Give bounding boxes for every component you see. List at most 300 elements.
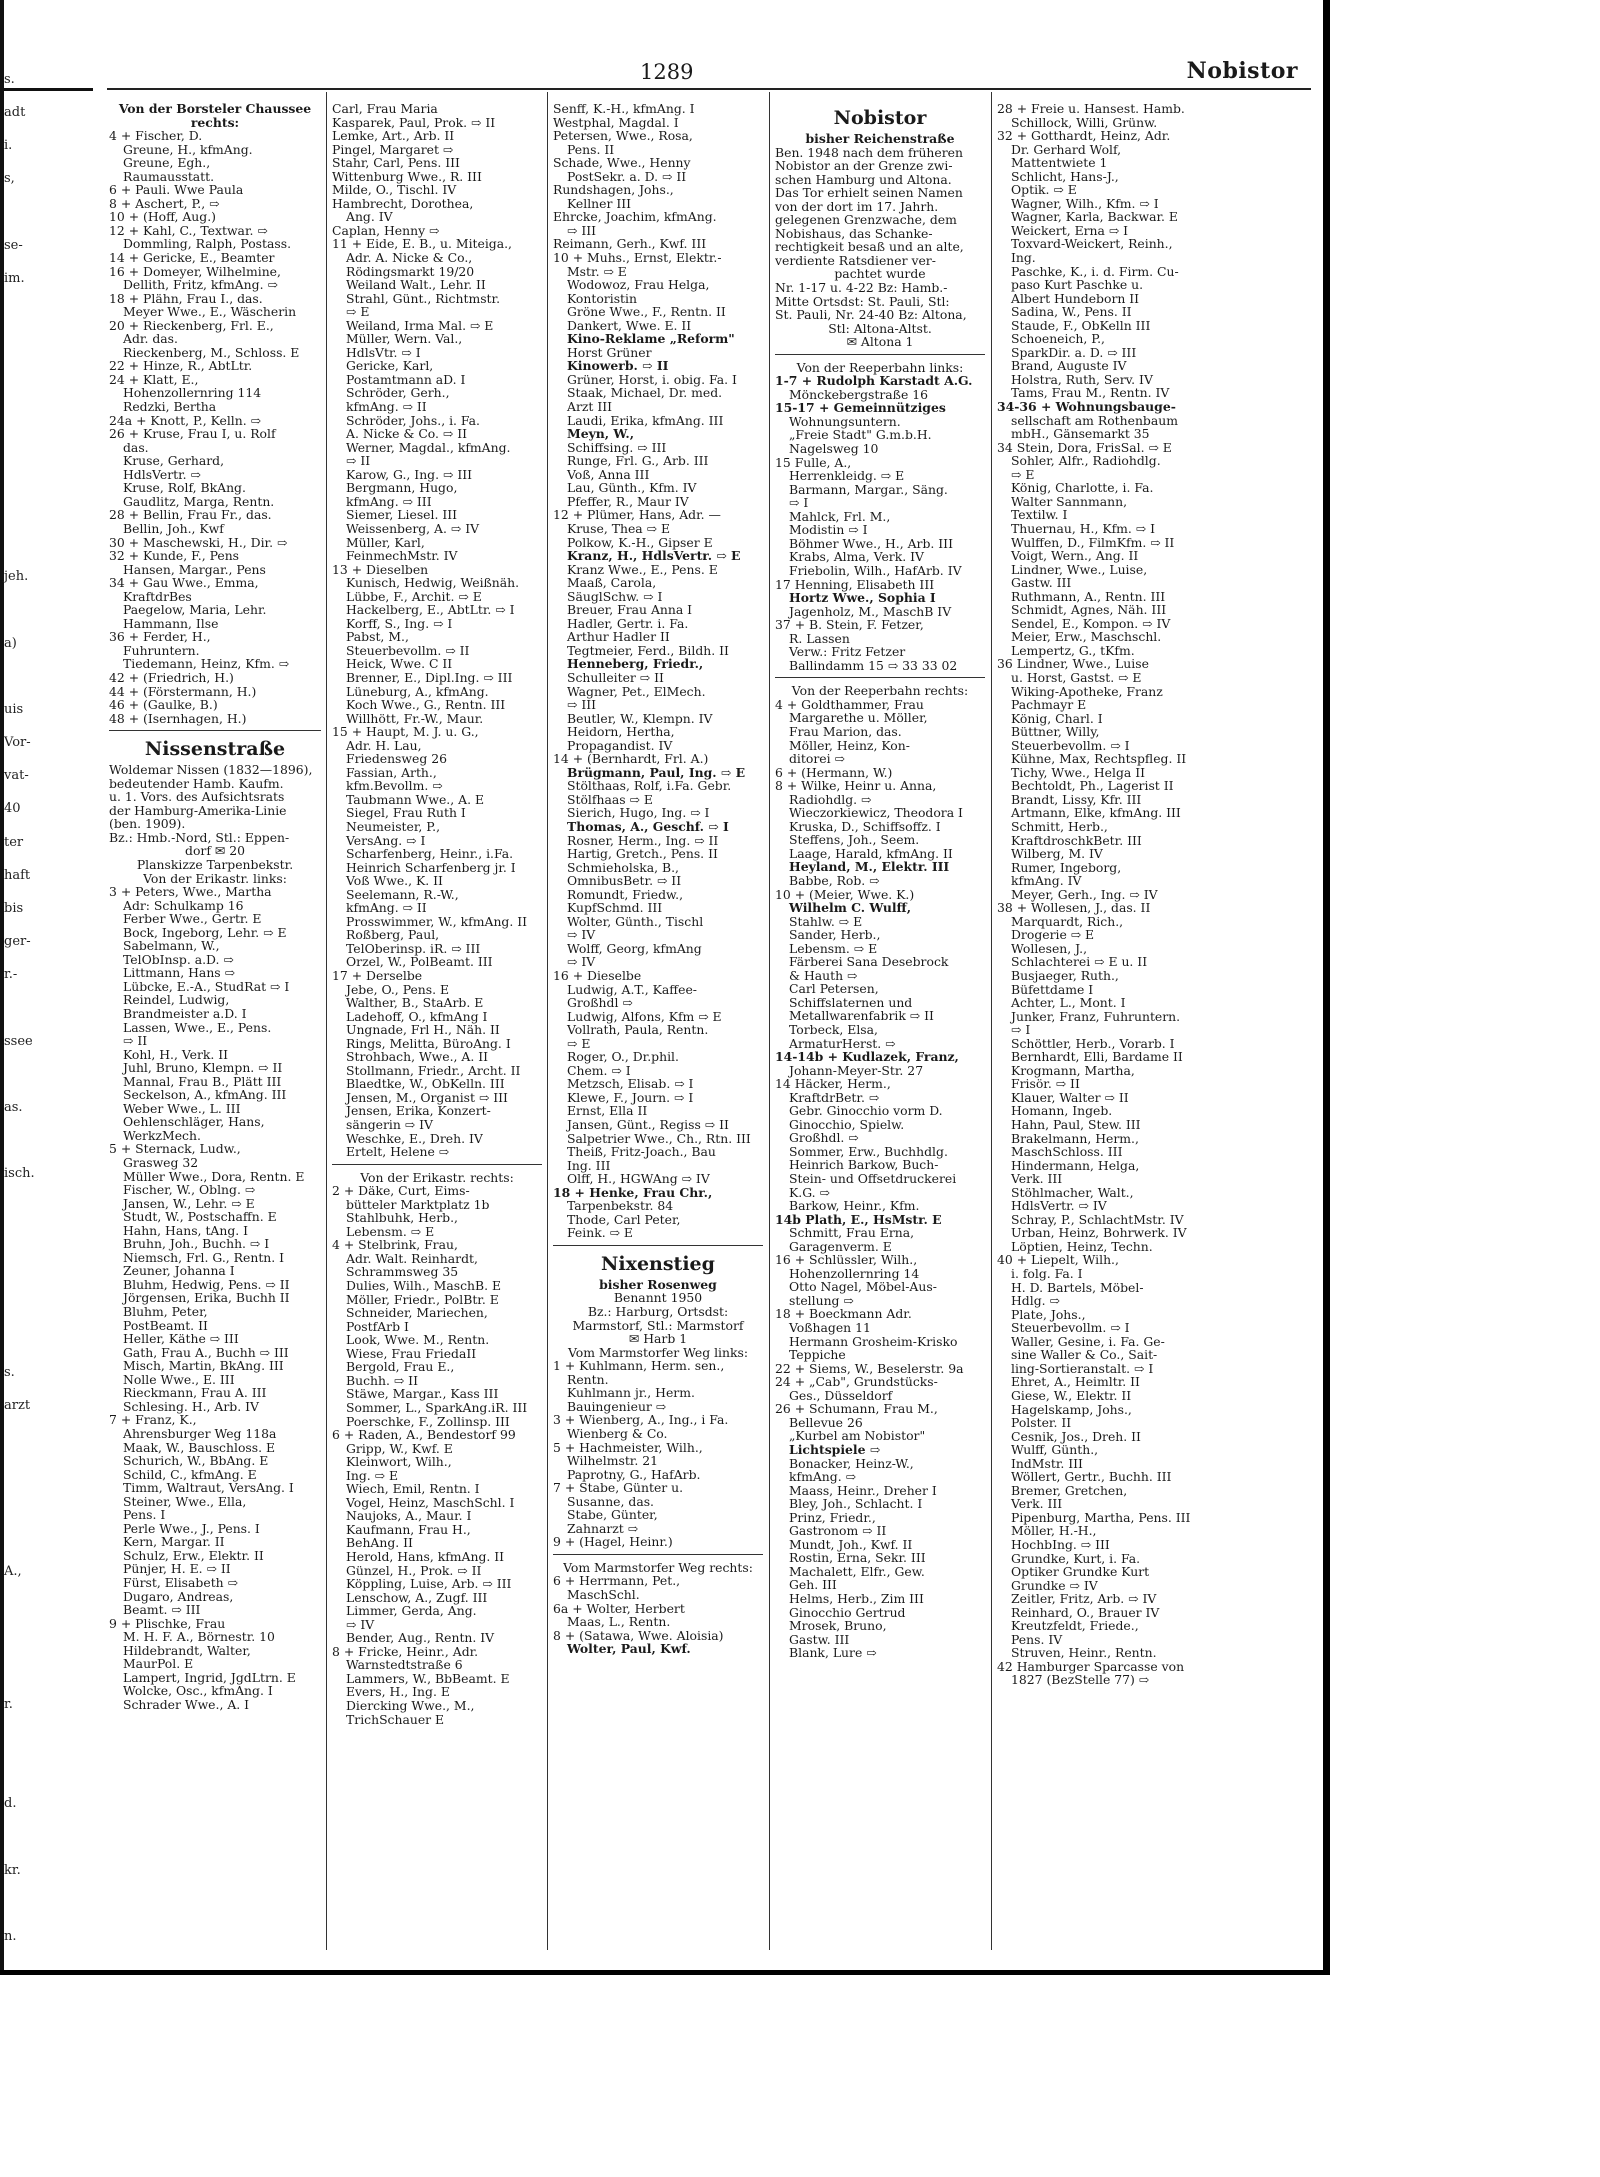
directory-line: Plate, Johs., <box>1011 1306 1086 1322</box>
directory-line: Ungnade, Frl H., Näh. II <box>346 1022 500 1038</box>
directory-line: Mattentwiete 1 <box>1011 155 1108 171</box>
directory-line: Milde, O., Tischl. IV <box>332 182 457 198</box>
directory-line: gelegenen Grenzwache, dem <box>775 212 957 228</box>
directory-line: Nolle Wwe., E. III <box>123 1371 235 1387</box>
directory-line: ling-Sortieranstalt. ⇨ I <box>1011 1360 1154 1376</box>
directory-line: Homann, Ingeb. <box>1011 1103 1113 1119</box>
directory-line: Senff, K.-H., kfmAng. I <box>553 102 695 116</box>
directory-line: Ehrcke, Joachim, kfmAng. <box>553 209 717 225</box>
directory-line: Pünjer, H. E. ⇨ II <box>123 1561 231 1577</box>
directory-line: 28 + Bellin, Frau Fr., das. <box>109 507 272 523</box>
directory-line: Kruse, Rolf, BkAng. <box>123 480 246 496</box>
directory-line: 18 + Plähn, Frau I., das. <box>109 290 263 306</box>
directory-line: Ruthmann, A., Rentn. III <box>1011 588 1166 604</box>
directory-line: 48 + (Isernhagen, H.) <box>109 710 247 726</box>
directory-line: Pfeffer, R., Maur IV <box>567 493 689 509</box>
directory-line: KraftdrBetr. ⇨ <box>789 1089 880 1105</box>
directory-line: paso Kurt Paschke u. <box>1011 277 1144 293</box>
directory-line: Hammann, Ilse <box>123 615 219 631</box>
directory-line: Adr. Walt. Reinhardt, <box>346 1250 478 1266</box>
directory-line: Lassen, Wwe., E., Pens. <box>123 1019 272 1035</box>
directory-line: 15 Fulle, A., <box>775 454 852 470</box>
directory-line: u. 1. Vors. des Aufsichtsrats <box>109 789 285 805</box>
directory-line: Heidorn, Hertha, <box>567 724 675 740</box>
directory-line: Dr. Gerhard Wolf, <box>1011 141 1122 157</box>
directory-line: 42 + (Friedrich, H.) <box>109 669 234 685</box>
directory-line: Wieczorkiewicz, Theodora I <box>789 805 963 821</box>
directory-line: Sommer, Erw., Buchhdlg. <box>789 1143 948 1159</box>
directory-line: Thode, Carl Peter, <box>567 1211 681 1227</box>
directory-line: (ben. 1909). <box>109 816 186 832</box>
directory-line: Juhl, Bruno, Klempn. ⇨ II <box>123 1060 283 1076</box>
directory-line: Ladehoff, O., kfmAng I <box>346 1008 488 1024</box>
directory-line: kfmAng. ⇨ II <box>346 900 427 916</box>
directory-line: Strohbach, Wwe., A. II <box>346 1049 489 1065</box>
directory-line: Gastronom ⇨ II <box>789 1523 887 1539</box>
directory-line: Steiner, Wwe., Ella, <box>123 1493 247 1509</box>
directory-line: Steuerbevollm. ⇨ I <box>1011 1320 1130 1336</box>
directory-line: Von der Erikastr. rechts: <box>360 1169 514 1185</box>
directory-line: Laudi, Erika, kfmAng. III <box>567 412 724 428</box>
directory-line: Gastw. III <box>789 1631 850 1647</box>
directory-line: 16 + Schlüssler, Wilh., <box>775 1252 918 1268</box>
directory-line: Otto Nagel, Möbel-Aus- <box>789 1279 937 1295</box>
directory-line: Kellner III <box>567 195 632 211</box>
directory-line: Torbeck, Elsa, <box>789 1022 878 1037</box>
margin-fragment: s, <box>4 171 15 186</box>
directory-line: Perle Wwe., J., Pens. I <box>123 1520 260 1536</box>
directory-line: 6 + Raden, A., Bendestorf 99 <box>332 1427 516 1443</box>
directory-line: Verw.: Fritz Fetzer <box>789 644 906 660</box>
section-divider <box>775 354 985 355</box>
directory-line: Waller, Gesine, i. Fa. Ge- <box>1011 1333 1165 1349</box>
directory-line: von der dort im 17. Jahrh. <box>775 198 939 214</box>
directory-line: Laage, Harald, kfmAng. II <box>789 845 953 861</box>
directory-line: A. Nicke & Co. ⇨ II <box>346 426 468 442</box>
directory-line: Vollrath, Paula, Rentn. <box>567 1022 709 1038</box>
directory-line: Zeitler, Fritz, Arb. ⇨ IV <box>1011 1591 1157 1607</box>
directory-line: Roßberg, Paul, <box>346 927 440 943</box>
directory-line: Mannal, Frau B., Plätt III <box>123 1073 282 1089</box>
directory-line: Färberei Sana Desebrock <box>789 954 949 970</box>
directory-line: 1827 (BezStelle 77) ⇨ <box>1011 1672 1150 1688</box>
directory-line: Heick, Wwe. C II <box>346 656 453 672</box>
directory-line: ⇨ E <box>346 304 370 320</box>
directory-line: Wienberg & Co. <box>567 1425 668 1441</box>
directory-line: Schmieholska, B., <box>567 859 679 875</box>
directory-line: Krabs, Alma, Verk. IV <box>789 549 924 565</box>
directory-line: Propagandist. IV <box>567 737 673 753</box>
directory-line: Garagenverm. E <box>789 1238 892 1254</box>
directory-line: Ballindamm 15 ⇨ 33 33 02 <box>789 657 958 673</box>
directory-line: Brandmeister a.D. I <box>123 1006 247 1021</box>
directory-line: Cesnik, Jos., Dreh. II <box>1011 1428 1141 1444</box>
directory-line: 32 + Gotthardt, Heinz, Adr. <box>997 128 1171 144</box>
directory-line: Kruse, Thea ⇨ E <box>567 520 670 536</box>
directory-line: Lindner, Wwe., Luise, <box>1011 561 1148 577</box>
directory-line: Klauer, Walter ⇨ II <box>1011 1089 1129 1105</box>
directory-line: Grundke, Kurt, i. Fa. <box>1011 1550 1141 1566</box>
directory-line: Woldemar Nissen (1832—1896), <box>109 762 313 778</box>
directory-line: Bock, Ingeborg, Lehr. ⇨ E <box>123 924 287 940</box>
directory-line: ✉ Harb 1 <box>628 1331 688 1347</box>
margin-fragment: Vor- <box>4 735 31 750</box>
directory-line: Wodowoz, Frau Helga, <box>567 277 710 293</box>
directory-line: 3 + Peters, Wwe., Martha <box>109 884 272 900</box>
directory-line: Schlachterei ⇨ E u. II <box>1011 954 1148 970</box>
directory-line: Stl: Altona-Altst. <box>828 320 932 336</box>
directory-line: Adr: Schulkamp 16 <box>123 897 244 913</box>
directory-line: Schröder, Johs., i. Fa. <box>346 412 480 428</box>
directory-line: Weschke, E., Dreh. IV <box>346 1130 483 1146</box>
directory-line: 3 + Wienberg, A., Ing., i Fa. <box>553 1412 729 1428</box>
directory-line: verdiente Ratsdiener ver- <box>775 252 936 268</box>
directory-line: Rosner, Herm., Ing. ⇨ II <box>567 832 719 848</box>
directory-line: 16 + Dieselbe <box>553 968 642 983</box>
section-divider <box>109 730 321 731</box>
directory-line: Ing. <box>1011 250 1036 266</box>
directory-line: Gröne Wwe., F., Rentn. II <box>567 304 726 320</box>
directory-line: 14 + Gericke, E., Beamter <box>109 250 275 266</box>
directory-line: 4 + Goldthammer, Frau <box>775 696 924 712</box>
directory-line: Nr. 1-17 u. 4-22 Bz: Hamb.- <box>775 280 948 296</box>
directory-line: Bz.: Hmb.-Nord, Stl.: Eppen- <box>109 829 290 845</box>
directory-line: rechts: <box>190 114 240 130</box>
directory-line: Wollesen, J., <box>1011 940 1088 956</box>
directory-line: Stahlw. ⇨ E <box>789 913 863 929</box>
directory-line: Bender, Aug., Rentn. IV <box>346 1630 495 1646</box>
directory-line: Schlicht, Hans-J., <box>1011 168 1119 184</box>
directory-line: Jensen, M., Organist ⇨ III <box>346 1089 508 1105</box>
directory-line: Susanne, das. <box>567 1493 655 1509</box>
directory-line: Sander, Herb., <box>789 927 881 943</box>
directory-line: Marquardt, Rich., <box>1011 913 1124 929</box>
directory-line: Hindermann, Helga, <box>1011 1157 1140 1173</box>
directory-line: Romundt, Friedw., <box>567 886 684 902</box>
directory-line: Redzki, Bertha <box>123 399 217 415</box>
directory-line: HdlsVertr. ⇨ <box>123 466 201 482</box>
directory-line: Jansen, W., Lehr. ⇨ E <box>123 1195 255 1211</box>
directory-line: Schöttler, Herb., Vorarb. I <box>1011 1035 1175 1051</box>
directory-line: 32 + Kunde, F., Pens <box>109 548 240 564</box>
directory-line: KupfSchmd. III <box>567 900 663 916</box>
directory-line: Mundt, Joh., Kwf. II <box>789 1536 913 1552</box>
directory-line: Lübcke, E.-A., StudRat ⇨ I <box>123 978 290 994</box>
directory-line: 46 + (Gaulke, B.) <box>109 697 218 713</box>
column-rule <box>326 92 327 1950</box>
directory-line: Rumer, Ingeborg, <box>1011 859 1122 875</box>
directory-line: 14b Plath, E., HsMstr. E <box>775 1211 942 1227</box>
directory-line: Tiedemann, Heinz, Kfm. ⇨ <box>123 656 290 672</box>
directory-line: TelOberinsp. iR. ⇨ III <box>346 940 481 956</box>
directory-line: Toxvard-Weickert, Reinh., <box>1011 236 1173 252</box>
directory-line: 5 + Hachmeister, Wilh., <box>553 1439 703 1455</box>
directory-line: der Hamburg-Amerika-Linie <box>109 802 287 818</box>
directory-line: Gath, Frau A., Buchh ⇨ III <box>123 1344 289 1360</box>
directory-line: Bernhardt, Elli, Bardame II <box>1011 1049 1183 1065</box>
directory-line: Müller, Karl, <box>346 534 425 550</box>
directory-line: Junker, Franz, Fuhruntern. <box>1011 1008 1181 1024</box>
directory-line: Wittenburg Wwe., R. III <box>332 168 482 184</box>
section-divider <box>553 1245 763 1246</box>
directory-line: 11 + Eide, E. B., u. Miteiga., <box>332 236 512 252</box>
directory-line: Hansen, Margar., Pens <box>123 561 266 577</box>
directory-line: Jensen, Erika, Konzert- <box>346 1103 491 1119</box>
directory-line: Breuer, Frau Anna I <box>567 602 693 618</box>
directory-line: Rentn. <box>567 1371 609 1387</box>
column-1 <box>109 102 321 1945</box>
directory-line: Maass, Heinr., Dreher I <box>789 1482 937 1498</box>
directory-line: 14 + (Bernhardt, Frl. A.) <box>553 751 709 767</box>
directory-line: Wilhelm C. Wulff, <box>789 900 912 916</box>
directory-line: Bz.: Harburg, Ortsdst: <box>587 1304 729 1320</box>
directory-line: bisher Rosenweg <box>599 1276 717 1292</box>
directory-line: Bluhm, Hedwig, Pens. ⇨ II <box>123 1276 290 1292</box>
directory-line: kfmAng. ⇨ III <box>346 493 432 509</box>
directory-line: Werner, Magdal., kfmAng. <box>346 439 511 455</box>
directory-line: „Kurbel am Nobistor" <box>789 1428 926 1444</box>
directory-line: 5 + Sternack, Ludw., <box>109 1141 241 1157</box>
directory-line: Herold, Hans, kfmAng. II <box>346 1548 505 1564</box>
directory-line: Kruse, Gerhard, <box>123 453 225 469</box>
directory-line: Reimann, Gerh., Kwf. III <box>553 236 707 252</box>
directory-line: R. Lassen <box>789 630 850 646</box>
directory-line: Stölfhaas ⇨ E <box>567 791 653 807</box>
directory-line: K.G. ⇨ <box>789 1184 830 1200</box>
directory-line: Weber Wwe., L. III <box>123 1100 241 1116</box>
directory-line: Blaedtke, W., ObKelln. III <box>346 1076 505 1092</box>
directory-line: 18 + Boeckmann Adr. <box>775 1306 912 1322</box>
directory-line: SparkDir. a. D. ⇨ III <box>1011 344 1137 360</box>
directory-line: Paprotny, G., HafArb. <box>567 1466 701 1482</box>
directory-line: HochbIng. ⇨ III <box>1011 1536 1110 1552</box>
directory-line: Niemsch, Frl. G., Rentn. I <box>123 1249 285 1265</box>
directory-line: Studt, W., Postschaffn. E <box>123 1209 277 1225</box>
margin-rule <box>0 88 93 91</box>
directory-line: BehAng. II <box>346 1535 413 1551</box>
directory-line: Frau Marion, das. <box>789 723 902 739</box>
directory-line: Busjaeger, Ruth., <box>1011 968 1119 983</box>
directory-line: Carl Petersen, <box>789 981 879 997</box>
directory-line: Hermann Grosheim-Krisko <box>789 1333 958 1349</box>
directory-line: Greune, H., kfmAng. <box>123 141 253 157</box>
directory-line: Feink. ⇨ E <box>567 1225 633 1241</box>
directory-line: 10 + Muhs., Ernst, Elektr.- <box>553 250 722 266</box>
directory-line: Diercking Wwe., M., <box>346 1697 475 1713</box>
directory-line: kfm.Bevollm. ⇨ <box>346 778 443 794</box>
directory-line: Rieckmann, Frau A. III <box>123 1385 267 1401</box>
previous-page-margin <box>4 72 92 1962</box>
directory-line: Klewe, F., Journ. ⇨ I <box>567 1089 694 1105</box>
directory-line: 1 + Kuhlmann, Herm. sen., <box>553 1358 725 1374</box>
directory-line: Lemke, Art., Arb. II <box>332 128 455 144</box>
directory-line: Littmann, Hans ⇨ <box>123 965 235 981</box>
directory-line: Möller, H.-H., <box>1011 1523 1097 1539</box>
directory-line: Hahn, Hans, tAng. I <box>123 1222 249 1238</box>
directory-line: Wolter, Paul, Kwf. <box>567 1641 691 1657</box>
directory-line: 8 + Fricke, Heinr., Adr. <box>332 1643 479 1659</box>
directory-line: Wagner, Wilh., Kfm. ⇨ I <box>1011 195 1159 211</box>
directory-line: König, Charlotte, i. Fa. <box>1011 480 1154 496</box>
margin-fragment: r. <box>4 1697 13 1712</box>
column-rule <box>547 92 548 1950</box>
directory-line: Adr. das. <box>123 331 178 347</box>
directory-line: PostfArb I <box>346 1318 409 1334</box>
directory-line: 8 + Aschert, P., ⇨ <box>109 195 220 211</box>
directory-line: ditorei ⇨ <box>789 751 845 767</box>
directory-line: ⇨ III <box>567 222 597 238</box>
directory-line: Hohenzollernring 14 <box>789 1265 920 1281</box>
directory-line: Brand, Auguste IV <box>1011 358 1127 374</box>
directory-line: Jebe, O., Pens. E <box>346 981 450 997</box>
margin-fragment: d. <box>4 1796 17 1811</box>
directory-line: 34-36 + Wohnungsbauge- <box>997 399 1176 415</box>
directory-line: Von der Borsteler Chaussee <box>118 102 312 116</box>
directory-line: Vom Marmstorfer Weg links: <box>567 1344 749 1360</box>
directory-line: Paschke, K., i. d. Firm. Cu- <box>1011 263 1179 279</box>
directory-line: Mstr. ⇨ E <box>567 263 627 279</box>
directory-line: Stölthaas, Rolf, i.Fa. Gebr. <box>567 778 732 794</box>
directory-line: Bauingenieur ⇨ <box>567 1398 667 1414</box>
directory-line: Staude, F., ObKelln III <box>1011 317 1151 333</box>
directory-line: 8 + Wilke, Heinr u. Anna, <box>775 778 937 794</box>
directory-line: Hohenzollernring 114 <box>123 385 262 401</box>
directory-line: sellschaft am Rothenbaum <box>1011 412 1178 428</box>
column-5 <box>997 102 1213 1945</box>
directory-line: ⇨ I <box>1011 1022 1031 1038</box>
directory-line: Drogerie ⇨ E <box>1011 927 1095 943</box>
directory-line: Rödingsmarkt 19/20 <box>346 263 475 279</box>
directory-line: Maas, L., Rentn. <box>567 1614 671 1630</box>
directory-line: Schrader Wwe., A. I <box>123 1696 250 1712</box>
blank-background <box>0 1975 1330 2177</box>
directory-line: VersAng. ⇨ I <box>346 832 426 848</box>
directory-line: 34 Stein, Dora, FrisSal. ⇨ E <box>997 439 1172 455</box>
directory-line: Optik. ⇨ E <box>1011 182 1077 198</box>
directory-line: Rings, Melitta, BüroAng. I <box>346 1035 511 1051</box>
directory-line: Voßhagen 11 <box>789 1320 871 1336</box>
directory-line: 42 Hamburger Sparcasse von <box>997 1658 1185 1674</box>
directory-line: Mahlck, Frl. M., <box>789 508 891 524</box>
margin-fragment: s. <box>4 72 15 87</box>
directory-line: Holstra, Ruth, Serv. IV <box>1011 371 1153 387</box>
directory-line: Greune, Egh., <box>123 155 211 171</box>
directory-line: Weickert, Erna ⇨ I <box>1011 222 1129 238</box>
directory-line: Weiland Walt., Lehr. II <box>346 277 486 293</box>
directory-line: Verk. III <box>1011 1171 1063 1187</box>
directory-line: Beutler, W., Klempn. IV <box>567 710 713 726</box>
directory-line: Ferber Wwe., Gertr. E <box>123 911 262 927</box>
directory-line: Schneider, Mariechen, <box>346 1305 488 1321</box>
column-rule <box>769 92 770 1950</box>
directory-line: Hortz Wwe., Sophia I <box>789 590 936 606</box>
directory-line: Pabst, M., <box>346 629 409 645</box>
directory-line: 15-17 + Gemeinnütziges <box>775 400 946 416</box>
directory-line: Beamt. ⇨ III <box>123 1602 201 1618</box>
directory-line: Wiking-Apotheke, Franz <box>1011 683 1163 699</box>
directory-line: Müller Wwe., Dora, Rentn. E <box>123 1168 305 1184</box>
directory-line: Ginocchio, Spielw. <box>789 1116 905 1132</box>
directory-line: Urban, Heinz, Bohrwerk. IV <box>1011 1225 1187 1241</box>
directory-line: Poerschke, F., Zollinsp. III <box>346 1413 510 1429</box>
directory-line: Hackelberg, E., AbtLtr. ⇨ I <box>346 602 515 618</box>
directory-line: 7 + Stabe, Günter u. <box>553 1480 684 1496</box>
directory-line: Weissenberg, A. ⇨ IV <box>346 520 480 536</box>
directory-line: WerkzMech. <box>123 1127 201 1143</box>
directory-line: Hartig, Gretch., Pens. II <box>567 846 718 862</box>
directory-line: 2 + Däke, Curt, Eims- <box>332 1183 470 1199</box>
directory-line: Ges., Düsseldorf <box>789 1387 893 1403</box>
directory-line: Evers, H., Ing. E <box>346 1684 450 1700</box>
directory-line: Kunisch, Hedwig, Weißnäh. <box>346 575 520 591</box>
directory-line: Roger, O., Dr.phil. <box>567 1049 679 1065</box>
directory-line: ⇨ IV <box>567 927 596 943</box>
directory-line: Pens. II <box>567 141 615 157</box>
directory-line: 14-14b + Kudlazek, Franz, <box>775 1049 959 1065</box>
directory-line: 20 + Rieckenberg, Frl. E., <box>109 317 274 333</box>
street-heading: Nissenstraße <box>144 738 286 761</box>
directory-line: bedeutender Hamb. Kaufm. <box>109 775 284 791</box>
directory-line: 17 Henning, Elisabeth III <box>775 576 935 592</box>
directory-line: Vom Marmstorfer Weg rechts: <box>563 1559 753 1575</box>
directory-line: Grasweg 32 <box>123 1155 199 1171</box>
directory-line: Bellevue 26 <box>789 1414 863 1430</box>
directory-line: Krogmann, Martha, <box>1011 1062 1135 1078</box>
directory-line: Karow, G., Ing. ⇨ III <box>346 466 472 482</box>
directory-page <box>95 0 1323 1975</box>
directory-line: Zahnarzt ⇨ <box>567 1520 639 1536</box>
directory-line: Ing. ⇨ E <box>346 1467 399 1483</box>
directory-line: Kontoristin <box>567 290 637 306</box>
directory-line: ArmaturHerst. ⇨ <box>789 1035 896 1051</box>
directory-line: Wulffen, D., FilmKfm. ⇨ II <box>1011 534 1175 550</box>
directory-line: Misch, Martin, BkAng. III <box>123 1358 284 1374</box>
directory-line: Voß Wwe., K. II <box>346 873 443 889</box>
directory-line: Jörgensen, Erika, Buchh II <box>123 1290 290 1306</box>
directory-line: Großhdl ⇨ <box>567 995 633 1011</box>
directory-line: Müller, Wern. Val., <box>346 331 463 347</box>
directory-line: Ing. III <box>567 1157 611 1173</box>
margin-fragment: arzt <box>4 1398 31 1413</box>
directory-line: Das Tor erhielt seinen Namen <box>775 185 963 201</box>
directory-line: 40 + Liepelt, Wilh., <box>997 1252 1119 1268</box>
directory-line: mbH., Gänsemarkt 35 <box>1011 426 1150 442</box>
directory-line: Modistin ⇨ I <box>789 522 868 538</box>
directory-line: Artmann, Elke, kfmAng. III <box>1011 805 1181 821</box>
directory-line: Nobishaus, das Schanke- <box>775 225 933 241</box>
directory-line: 9 + (Hagel, Heinr.) <box>553 1534 673 1550</box>
directory-line: & Hauth ⇨ <box>789 967 858 983</box>
directory-line: Kühne, Max, Rechtspfleg. II <box>1011 751 1187 767</box>
directory-line: Schlesing. H., Arb. IV <box>123 1398 259 1414</box>
directory-line: Sommer, L., SparkAng.iR. III <box>346 1399 528 1415</box>
directory-line: Lichtspiele ⇨ <box>789 1441 881 1457</box>
directory-line: Wulff, Günth., <box>1011 1442 1099 1458</box>
directory-line: bütteler Marktplatz 1b <box>346 1196 490 1212</box>
directory-line: Mitte Ortsdst: St. Pauli, Stl: <box>775 293 950 309</box>
directory-line: Buchh. ⇨ II <box>346 1372 418 1388</box>
directory-line: Ertelt, Helene ⇨ <box>346 1144 450 1160</box>
directory-line: Nagelsweg 10 <box>789 441 879 457</box>
directory-line: Horst Grüner <box>567 344 652 360</box>
directory-line: rechtigkeit besaß und an alte, <box>775 239 964 255</box>
directory-line: Schade, Wwe., Henny <box>553 155 691 171</box>
scan-frame-edge <box>1323 0 1330 1975</box>
directory-line: kfmAng. IV <box>1011 873 1082 889</box>
directory-line: 9 + Plischke, Frau <box>109 1615 226 1631</box>
directory-line: Schoeneich, P., <box>1011 331 1105 347</box>
directory-line: Scharfenberg, Heinr., i.Fa. <box>346 846 514 862</box>
